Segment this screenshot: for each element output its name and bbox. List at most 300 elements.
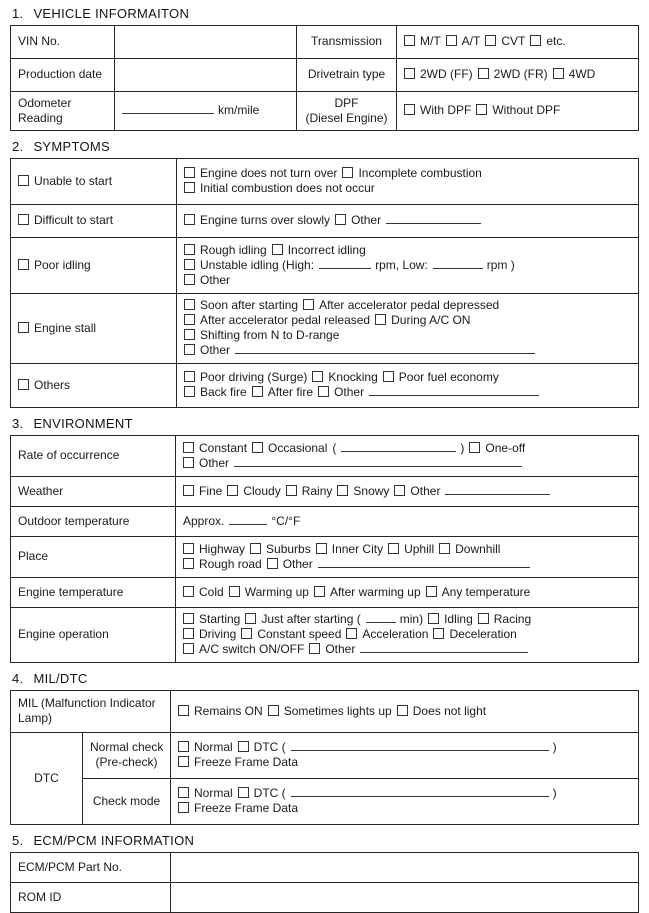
checkbox-option[interactable]	[184, 385, 247, 399]
checkbox-icon[interactable]	[469, 442, 480, 453]
checkbox-option[interactable]	[178, 786, 233, 800]
form-line	[18, 514, 168, 529]
checkbox-icon[interactable]	[250, 543, 261, 554]
checkbox-icon[interactable]	[178, 741, 189, 752]
checkbox-icon[interactable]	[485, 35, 496, 46]
odometer-label	[11, 92, 115, 131]
place-label	[11, 537, 176, 578]
checkbox-icon[interactable]	[178, 787, 189, 798]
table-row	[11, 238, 639, 294]
option-label: Any temperature	[441, 584, 531, 599]
checkbox-option[interactable]	[184, 343, 230, 357]
fill-in-line[interactable]	[319, 258, 371, 269]
text-segment: ECM/PCM Part No.	[18, 859, 123, 874]
checkbox-icon[interactable]	[18, 379, 29, 390]
form-line	[122, 103, 289, 118]
weather-label	[11, 477, 176, 507]
checkbox-icon[interactable]	[184, 329, 195, 340]
checkbox-option[interactable]	[252, 441, 327, 455]
checkbox-option[interactable]	[439, 542, 500, 556]
dpf-options	[397, 92, 639, 131]
form-line	[183, 557, 631, 572]
checkbox-icon[interactable]	[337, 485, 348, 496]
checkbox-option[interactable]	[183, 585, 224, 599]
checkbox-option[interactable]	[184, 213, 330, 227]
ecm-pcm-table	[10, 852, 639, 913]
text-segment: Engine temperature	[18, 584, 124, 599]
checkbox-option[interactable]	[184, 298, 298, 312]
checkbox-icon[interactable]	[394, 485, 405, 496]
checkbox-option[interactable]	[342, 166, 481, 180]
checkbox-icon[interactable]	[178, 705, 189, 716]
form-line	[304, 67, 389, 82]
checkbox-icon[interactable]	[439, 543, 450, 554]
checkbox-option[interactable]	[530, 34, 565, 48]
dpf-label	[297, 92, 397, 131]
form-line	[18, 549, 168, 564]
checkbox-option[interactable]	[383, 370, 499, 384]
engine-temperature-options	[176, 578, 639, 608]
checkbox-icon[interactable]	[183, 586, 194, 597]
mil-options	[171, 691, 639, 733]
option-label: 2WD (FF)	[420, 67, 473, 81]
checkbox-option[interactable]	[178, 740, 233, 754]
checkbox-icon[interactable]	[184, 371, 195, 382]
checkbox-icon[interactable]	[241, 628, 252, 639]
checkbox-option[interactable]	[18, 321, 96, 335]
form-line	[90, 755, 163, 770]
checkbox-icon[interactable]	[388, 543, 399, 554]
checkbox-option[interactable]	[184, 328, 339, 342]
checkbox-option[interactable]	[267, 557, 313, 571]
checkbox-icon[interactable]	[184, 182, 195, 193]
table-row	[11, 294, 639, 364]
form-line	[18, 585, 168, 600]
form-line	[18, 67, 107, 82]
checkbox-icon[interactable]	[397, 705, 408, 716]
checkbox-option[interactable]	[303, 298, 499, 312]
checkbox-icon[interactable]	[404, 35, 415, 46]
checkbox-option[interactable]	[18, 378, 70, 392]
text-segment: )	[460, 440, 465, 455]
text-segment: °C/°F	[271, 513, 301, 528]
table-row	[11, 733, 639, 779]
checkbox-option[interactable]	[314, 585, 421, 599]
checkbox-icon[interactable]	[318, 386, 329, 397]
checkbox-option[interactable]	[227, 484, 280, 498]
option-label: Others	[34, 377, 71, 392]
checkbox-icon[interactable]	[227, 485, 238, 496]
option-label: Other	[282, 556, 313, 571]
option-label: Acceleration	[362, 627, 429, 641]
form-line	[183, 514, 631, 529]
checkbox-icon[interactable]	[184, 259, 195, 270]
section-ecm-pcm-information	[10, 833, 639, 913]
section-title: VEHICLE INFORMAITON	[33, 6, 190, 21]
checkbox-option[interactable]	[183, 627, 236, 641]
checkbox-icon[interactable]	[252, 442, 263, 453]
checkbox-option[interactable]	[476, 103, 560, 117]
checkbox-icon[interactable]	[316, 543, 327, 554]
checkbox-option[interactable]	[241, 627, 341, 641]
form-line	[183, 441, 631, 456]
section-number: 3.	[12, 416, 24, 431]
option-label: Incorrect idling	[287, 242, 366, 257]
form-line	[404, 67, 631, 82]
checkbox-icon[interactable]	[383, 371, 394, 382]
normal-check-options	[171, 733, 639, 779]
checkbox-option[interactable]	[335, 213, 381, 227]
option-label: CVT	[501, 34, 526, 48]
form-line	[184, 385, 631, 400]
form-line	[18, 213, 169, 228]
checkbox-option[interactable]	[18, 213, 113, 227]
option-label: A/T	[461, 34, 481, 48]
checkbox-option[interactable]	[184, 370, 307, 384]
form-line	[18, 258, 169, 273]
option-label: Engine stall	[34, 320, 97, 335]
checkbox-option[interactable]	[183, 484, 222, 498]
checkbox-option[interactable]	[388, 542, 434, 556]
checkbox-icon[interactable]	[184, 214, 195, 225]
checkbox-option[interactable]	[184, 243, 267, 257]
checkbox-icon[interactable]	[478, 68, 489, 79]
form-line	[18, 174, 169, 189]
form-line	[184, 343, 631, 358]
option-label: etc.	[546, 34, 566, 48]
option-label: During A/C ON	[391, 313, 471, 327]
option-label: Racing	[493, 612, 532, 626]
option-label: Constant speed	[257, 627, 342, 641]
checkbox-option[interactable]	[316, 542, 383, 556]
checkbox-option[interactable]	[375, 313, 470, 327]
text-segment: rpm )	[486, 257, 515, 272]
checkbox-option[interactable]	[184, 313, 370, 327]
checkbox-option[interactable]	[478, 67, 548, 81]
checkbox-option[interactable]	[346, 627, 428, 641]
checkbox-icon[interactable]	[314, 586, 325, 597]
checkbox-icon[interactable]	[428, 613, 439, 624]
section-symptoms	[10, 139, 639, 408]
check-mode-options	[171, 779, 639, 825]
text-segment: Odometer	[18, 95, 72, 110]
checkbox-option[interactable]	[178, 755, 298, 769]
section-title: MIL/DTC	[33, 671, 88, 686]
checkbox-option[interactable]	[18, 174, 112, 188]
option-label: Highway	[199, 541, 246, 556]
form-line	[183, 484, 631, 499]
option-label: After fire	[267, 385, 314, 399]
checkbox-icon[interactable]	[309, 643, 320, 654]
engine-operation-label	[11, 608, 176, 663]
table-row	[11, 92, 639, 131]
section-number: 5.	[12, 833, 24, 848]
checkbox-option[interactable]	[485, 34, 525, 48]
checkbox-icon[interactable]	[375, 314, 386, 325]
text-segment: min)	[399, 612, 424, 626]
checkbox-icon[interactable]	[446, 35, 457, 46]
form-line	[183, 542, 631, 557]
checkbox-icon[interactable]	[184, 314, 195, 325]
checkbox-icon[interactable]	[183, 442, 194, 453]
text-segment: MIL (Malfunction Indicator	[18, 696, 156, 710]
mil-dtc-table	[10, 690, 639, 825]
checkbox-icon[interactable]	[183, 628, 194, 639]
checkbox-icon[interactable]	[229, 586, 240, 597]
checkbox-option[interactable]	[268, 704, 392, 718]
checkbox-option[interactable]	[318, 385, 364, 399]
checkbox-icon[interactable]	[245, 613, 256, 624]
option-label: Downhill	[455, 541, 501, 556]
checkbox-option[interactable]	[183, 456, 229, 470]
fill-in-line[interactable]	[229, 514, 267, 525]
checkbox-option[interactable]	[184, 166, 337, 180]
option-label: Incomplete combustion	[358, 166, 482, 180]
rom-id-label	[11, 883, 171, 913]
checkbox-icon[interactable]	[553, 68, 564, 79]
checkbox-icon[interactable]	[426, 586, 437, 597]
checkbox-icon[interactable]	[303, 299, 314, 310]
table-row	[11, 364, 639, 408]
checkbox-option[interactable]	[337, 484, 389, 498]
checkbox-option[interactable]	[252, 385, 313, 399]
fill-in-line[interactable]	[433, 258, 483, 269]
option-label: Sometimes lights up	[283, 703, 392, 718]
checkbox-icon[interactable]	[184, 344, 195, 355]
option-label: Unable to start	[34, 173, 113, 188]
form-line	[18, 696, 163, 711]
checkbox-icon[interactable]	[342, 167, 353, 178]
checkbox-icon[interactable]	[404, 68, 415, 79]
section-heading	[12, 416, 639, 431]
text-segment: km/mile	[218, 103, 260, 117]
table-row	[11, 537, 639, 578]
fill-in-line[interactable]	[291, 740, 549, 751]
checkbox-icon[interactable]	[183, 613, 194, 624]
checkbox-icon[interactable]	[335, 214, 346, 225]
form-line	[183, 642, 631, 657]
fill-in-line[interactable]	[234, 456, 522, 467]
fill-in-line[interactable]	[318, 557, 530, 568]
option-label: Other	[334, 385, 365, 399]
option-label: Cloudy	[243, 483, 281, 498]
checkbox-option[interactable]	[183, 441, 247, 455]
vin-value[interactable]	[115, 26, 297, 59]
option-label: Poor driving (Surge)	[200, 370, 308, 384]
odometer-value[interactable]	[115, 92, 297, 131]
checkbox-icon[interactable]	[272, 244, 283, 255]
option-label: Just after starting (	[261, 612, 361, 626]
symptom-others	[11, 364, 177, 408]
checkbox-icon[interactable]	[404, 104, 415, 115]
checkbox-icon[interactable]	[184, 274, 195, 285]
option-label: Other	[325, 642, 356, 656]
form-line	[178, 786, 631, 801]
checkbox-icon[interactable]	[238, 787, 249, 798]
option-label: One-off	[485, 440, 526, 455]
checkbox-icon[interactable]	[18, 175, 29, 186]
checkbox-icon[interactable]	[346, 628, 357, 639]
option-label: After accelerator pedal depressed	[319, 298, 500, 312]
option-label: Occasional	[268, 440, 328, 455]
checkbox-icon[interactable]	[183, 643, 194, 654]
checkbox-option[interactable]	[428, 612, 473, 626]
checkbox-option[interactable]	[426, 585, 531, 599]
checkbox-icon[interactable]	[476, 104, 487, 115]
option-label: DTC (	[253, 740, 286, 754]
section-heading	[12, 833, 639, 848]
checkbox-option[interactable]	[183, 612, 240, 626]
checkbox-icon[interactable]	[478, 613, 489, 624]
checkbox-option[interactable]	[184, 273, 230, 287]
checkbox-icon[interactable]	[267, 558, 278, 569]
option-label: After warming up	[329, 584, 421, 599]
checkbox-option[interactable]	[178, 704, 263, 718]
checkbox-icon[interactable]	[183, 543, 194, 554]
checkbox-option[interactable]	[238, 740, 286, 754]
checkbox-option[interactable]	[238, 786, 286, 800]
checkbox-icon[interactable]	[18, 214, 29, 225]
text-segment: Lamp)	[18, 711, 53, 725]
form-line	[184, 243, 631, 258]
option-label: Freeze Frame Data	[194, 801, 299, 815]
checkbox-option[interactable]	[478, 612, 531, 626]
checkbox-icon[interactable]	[312, 371, 323, 382]
fill-in-line[interactable]	[235, 343, 535, 354]
option-label: Other	[200, 272, 231, 287]
engine-temperature-label	[11, 578, 176, 608]
checkbox-option[interactable]	[553, 67, 596, 81]
checkbox-option[interactable]	[272, 243, 366, 257]
table-row	[11, 883, 639, 913]
checkbox-option[interactable]	[183, 542, 245, 556]
option-label: Engine does not turn over	[200, 166, 338, 180]
rate-of-occurrence-label	[11, 436, 176, 477]
checkbox-option[interactable]	[404, 34, 441, 48]
fill-in-line[interactable]	[122, 103, 214, 114]
checkbox-icon[interactable]	[252, 386, 263, 397]
checkbox-icon[interactable]	[178, 802, 189, 813]
text-segment: (Diesel Engine)	[305, 110, 388, 125]
fill-in-line[interactable]	[445, 484, 550, 495]
section-environment	[10, 416, 639, 663]
fill-in-line[interactable]	[341, 441, 456, 452]
transmission-options	[397, 26, 639, 59]
checkbox-option[interactable]	[309, 642, 355, 656]
checkbox-option[interactable]	[404, 103, 471, 117]
outdoor-temperature-label	[11, 507, 176, 537]
checkbox-icon[interactable]	[18, 322, 29, 333]
option-label: DTC (	[253, 786, 286, 800]
fill-in-line[interactable]	[369, 385, 539, 396]
text-segment: Rate of occurrence	[18, 448, 120, 462]
section-number: 1.	[12, 6, 24, 21]
checkbox-option[interactable]	[446, 34, 481, 48]
form-line	[18, 448, 168, 463]
fill-in-line[interactable]	[386, 213, 481, 224]
text-segment: )	[552, 740, 557, 754]
table-row	[11, 779, 639, 825]
form-table	[10, 25, 639, 131]
checkbox-icon[interactable]	[183, 485, 194, 496]
checkbox-icon[interactable]	[286, 485, 297, 496]
table-row	[11, 691, 639, 733]
checkbox-option[interactable]	[183, 642, 304, 656]
checkbox-option[interactable]	[404, 67, 473, 81]
checkbox-option[interactable]	[397, 704, 486, 718]
poor-idling-details	[177, 238, 639, 294]
checkbox-option[interactable]	[433, 627, 516, 641]
form-line	[18, 96, 107, 111]
production-date-value[interactable]	[115, 59, 297, 92]
form-line	[184, 313, 631, 328]
checkbox-icon[interactable]	[184, 386, 195, 397]
checkbox-option[interactable]	[184, 181, 375, 195]
place-options	[176, 537, 639, 578]
option-label: Does not light	[412, 703, 487, 718]
checkbox-icon[interactable]	[183, 558, 194, 569]
symptoms-table	[10, 158, 639, 408]
form-table	[10, 158, 639, 408]
checkbox-icon[interactable]	[433, 628, 444, 639]
section-number: 4.	[12, 671, 24, 686]
checkbox-option[interactable]	[394, 484, 440, 498]
table-row	[11, 477, 639, 507]
checkbox-option[interactable]	[245, 612, 360, 626]
checkbox-option[interactable]	[312, 370, 377, 384]
option-label: Back fire	[200, 385, 247, 399]
rom-id-value[interactable]	[171, 883, 639, 913]
fill-in-line[interactable]	[366, 612, 396, 623]
option-label: Other	[410, 483, 441, 498]
engine-operation-options	[176, 608, 639, 663]
fill-in-line[interactable]	[360, 642, 528, 653]
checkbox-option[interactable]	[229, 585, 309, 599]
form-line	[184, 166, 631, 181]
ecm-pcm-part-no-value[interactable]	[171, 853, 639, 883]
option-label: Normal	[194, 786, 233, 800]
option-label: Rainy	[301, 483, 333, 498]
checkbox-option[interactable]	[178, 801, 298, 815]
checkbox-option[interactable]	[469, 441, 525, 455]
option-label: Inner City	[331, 541, 384, 556]
option-label: Cold	[199, 584, 224, 599]
checkbox-option[interactable]	[286, 484, 333, 498]
form-line	[18, 484, 168, 499]
form-line	[404, 103, 631, 118]
fill-in-line[interactable]	[291, 786, 549, 797]
checkbox-icon[interactable]	[238, 741, 249, 752]
form-line	[18, 627, 168, 642]
checkbox-icon[interactable]	[530, 35, 541, 46]
checkbox-icon[interactable]	[268, 705, 279, 716]
checkbox-icon[interactable]	[18, 259, 29, 270]
checkbox-option[interactable]	[18, 258, 91, 272]
checkbox-icon[interactable]	[184, 299, 195, 310]
checkbox-icon[interactable]	[178, 756, 189, 767]
option-label: Suburbs	[266, 541, 311, 556]
outdoor-temperature-value[interactable]	[176, 507, 639, 537]
checkbox-icon[interactable]	[183, 457, 194, 468]
engine-stall-details	[177, 294, 639, 364]
checkbox-option[interactable]	[250, 542, 311, 556]
checkbox-option[interactable]	[183, 557, 262, 571]
form-line	[183, 612, 631, 627]
checkbox-icon[interactable]	[184, 167, 195, 178]
form-line	[184, 328, 631, 343]
checkbox-icon[interactable]	[184, 244, 195, 255]
checkbox-option[interactable]	[184, 258, 314, 272]
